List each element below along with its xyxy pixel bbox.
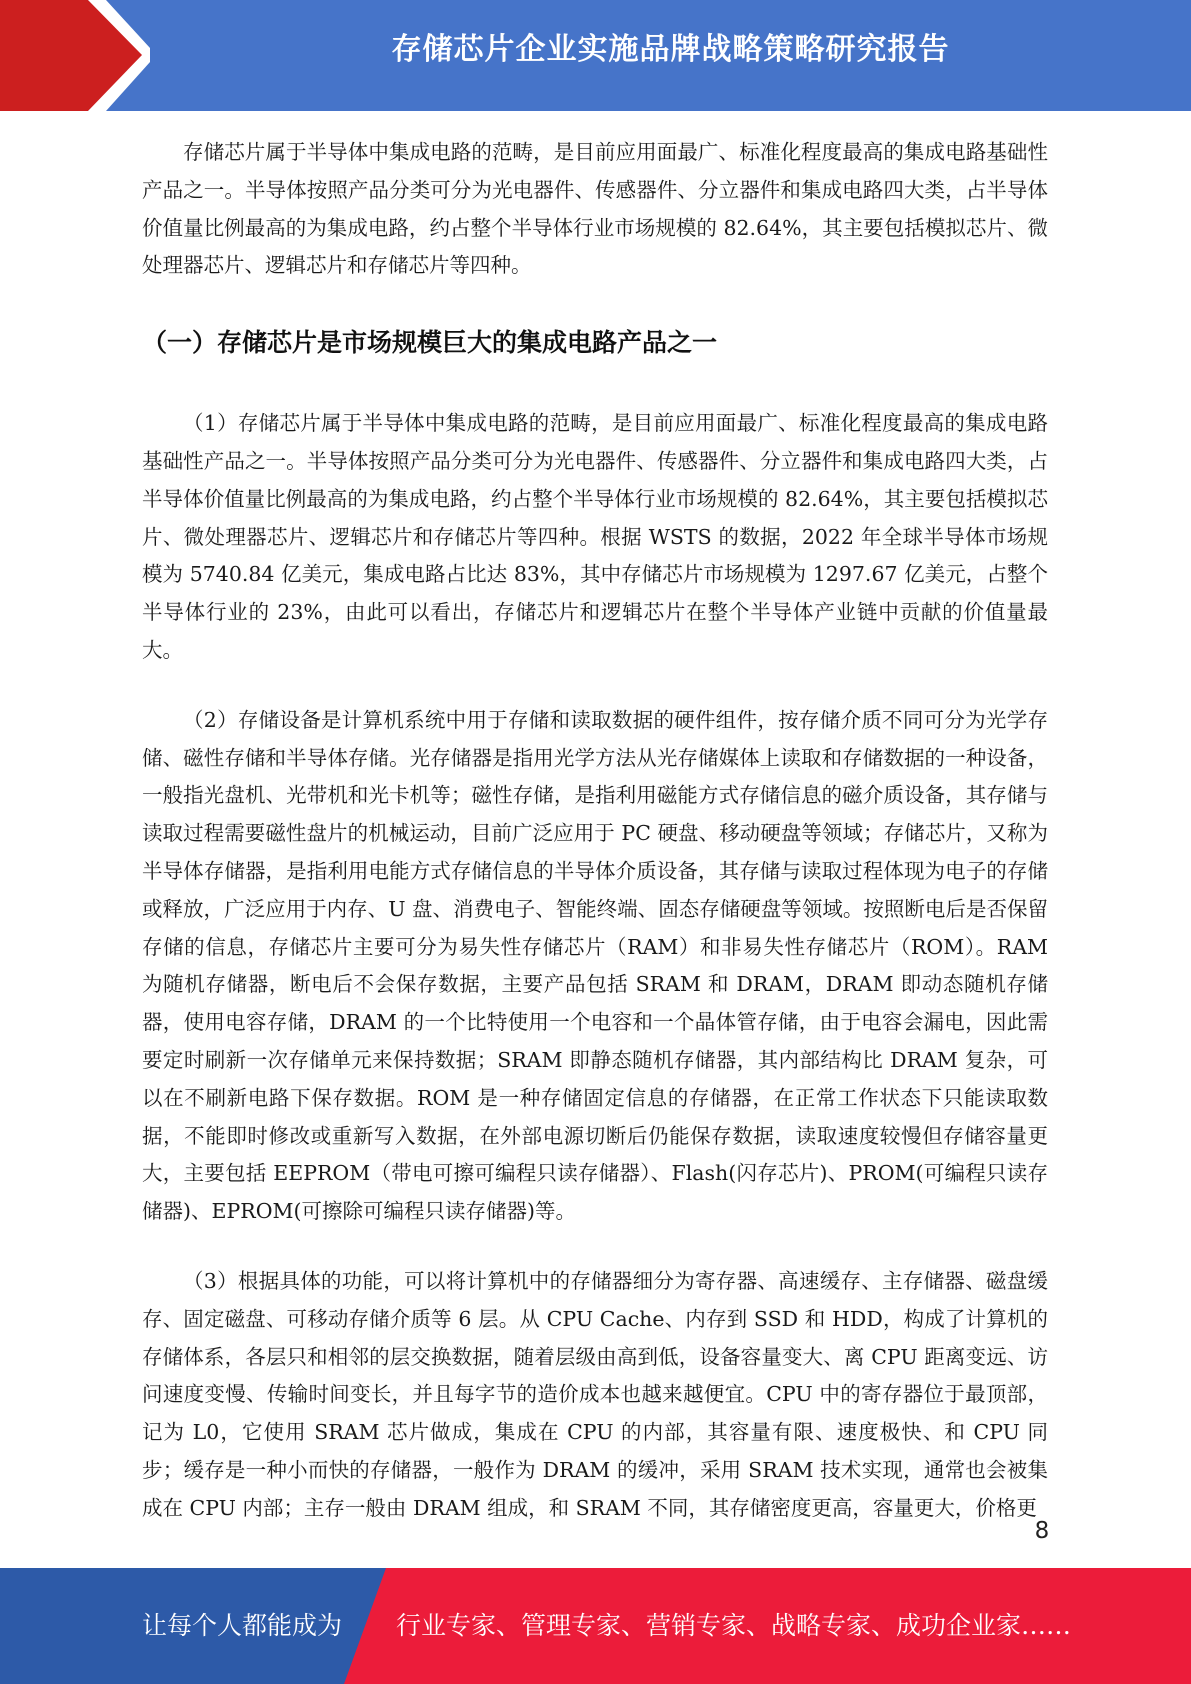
page-number: 8 <box>1034 1518 1050 1544</box>
report-title: 存储芯片企业实施品牌战略策略研究报告 <box>391 32 950 67</box>
header-chevron-decoration <box>0 0 150 111</box>
chevron-red-shape <box>0 0 150 111</box>
document-body <box>142 134 1048 1528</box>
body-paragraph-3: （3）根据具体的功能，可以将计算机中的存储器细分为寄存器、高速缓存、主存储器、磁盘缓存、固定磁盘、可移动存储介质等 6 层。从 CPU Cache、内存到 SSD 和 HDD，构成了计算机的存储体系，各层只和相邻的层交换数据，随着层级由高到低，设备容量变大、离 CPU 距离变远、访问速度变慢、传输时间变长，并且每字节的造价成本也越来越便宜。CPU 中的寄存器位于最顶部，记为 L0，它使用 SRAM 芯片做成，集成在 CPU 的内部，其容量有限、速度极快、和 CPU 同步；缓存是一种小而快的存储器，一般作为 DRAM 的缓冲，采用 SRAM 技术实现，通常也会被集成在 CPU 内部；主存一般由 DRAM 组成，和 SRAM 不同，其存储密度更高，容量更大，价格更 <box>142 1268 1048 1520</box>
page-header <box>0 0 1191 111</box>
intro-paragraph: 存储芯片属于半导体中集成电路的范畴，是目前应用面最广、标准化程度最高的集成电路基础性产品之一。半导体按照产品分类可分为光电器件、传感器件、分立器件和集成电路四大类，占半导体价值量比例最高的为集成电路，约占整个半导体行业市场规模的 82.64%，其主要包括模拟芯片、微处理器芯片、逻辑芯片和存储芯片等四种。 <box>142 140 1048 278</box>
footer-slogan-right: 行业专家、管理专家、营销专家、战略专家、成功企业家…… <box>396 1611 1072 1640</box>
body-paragraph-1: （1）存储芯片属于半导体中集成电路的范畴，是目前应用面最广、标准化程度最高的集成电路基础性产品之一。半导体按照产品分类可分为光电器件、传感器件、分立器件和集成电路四大类，占半导体价值量比例最高的为集成电路，约占整个半导体行业市场规模的 82.64%，其主要包括模拟芯片、微处理器芯片、逻辑芯片和存储芯片等四种。根据 WSTS 的数据，2022 年全球半导体市场规模为 5740.84 亿美元，集成电路占比达 83%，其中存储芯片市场规模为 1297.67 亿美元，占整个半导体行业的 23%，由此可以看出，存储芯片和逻辑芯片在整个半导体产业链中贡献的价值量最大。 <box>142 411 1048 662</box>
section-heading: （一）存储芯片是市场规模巨大的集成电路产品之一 <box>142 328 718 358</box>
body-paragraph-2: （2）存储设备是计算机系统中用于存储和读取数据的硬件组件，按存储介质不同可分为光学存储、磁性存储和半导体存储。光存储器是指用光学方法从光存储媒体上读取和存储数据的一种设备，一般指光盘机、光带机和光卡机等；磁性存储，是指利用磁能方式存储信息的磁介质设备，其存储与读取过程需要磁性盘片的机械运动，目前广泛应用于 PC 硬盘、移动硬盘等领域；存储芯片，又称为半导体存储器，是指利用电能方式存储信息的半导体介质设备，其存储与读取过程体现为电子的存储或释放，广泛应用于内存、U 盘、消费电子、智能终端、固态存储硬盘等领域。按照断电后是否保留存储的信息，存储芯片主要可分为易失性存储芯片（RAM）和非易失性存储芯片（ROM）。RAM 为随机存储器，断电后不会保存数据，主要产品包括 SRAM 和 DRAM，DRAM 即动态随机存储器，使用电容存储，DRAM 的一个比特使用一个电容和一个晶体管存储，由于电容会漏电，因此需要定时刷新一次存储单元来保持数据；SRAM 即静态随机存储器，其内部结构比 DRAM 复杂，可以在不刷新电路下保存数据。ROM 是一种存储固定信息的存储器，在正常工作状态下只能读取数据，不能即时修改或重新写入数据，在外部电源切断后仍能保存数据，读取速度较慢但存储容量更大，主要包括 EEPROM（带电可擦可编程只读存储器）、Flash(闪存芯片)、PROM(可编程只读存储器)、EPROM(可擦除可编程只读存储器)等。 <box>142 707 1048 1224</box>
footer-slogan-left: 让每个人都能成为 <box>142 1611 343 1640</box>
page-footer <box>0 1568 1191 1684</box>
